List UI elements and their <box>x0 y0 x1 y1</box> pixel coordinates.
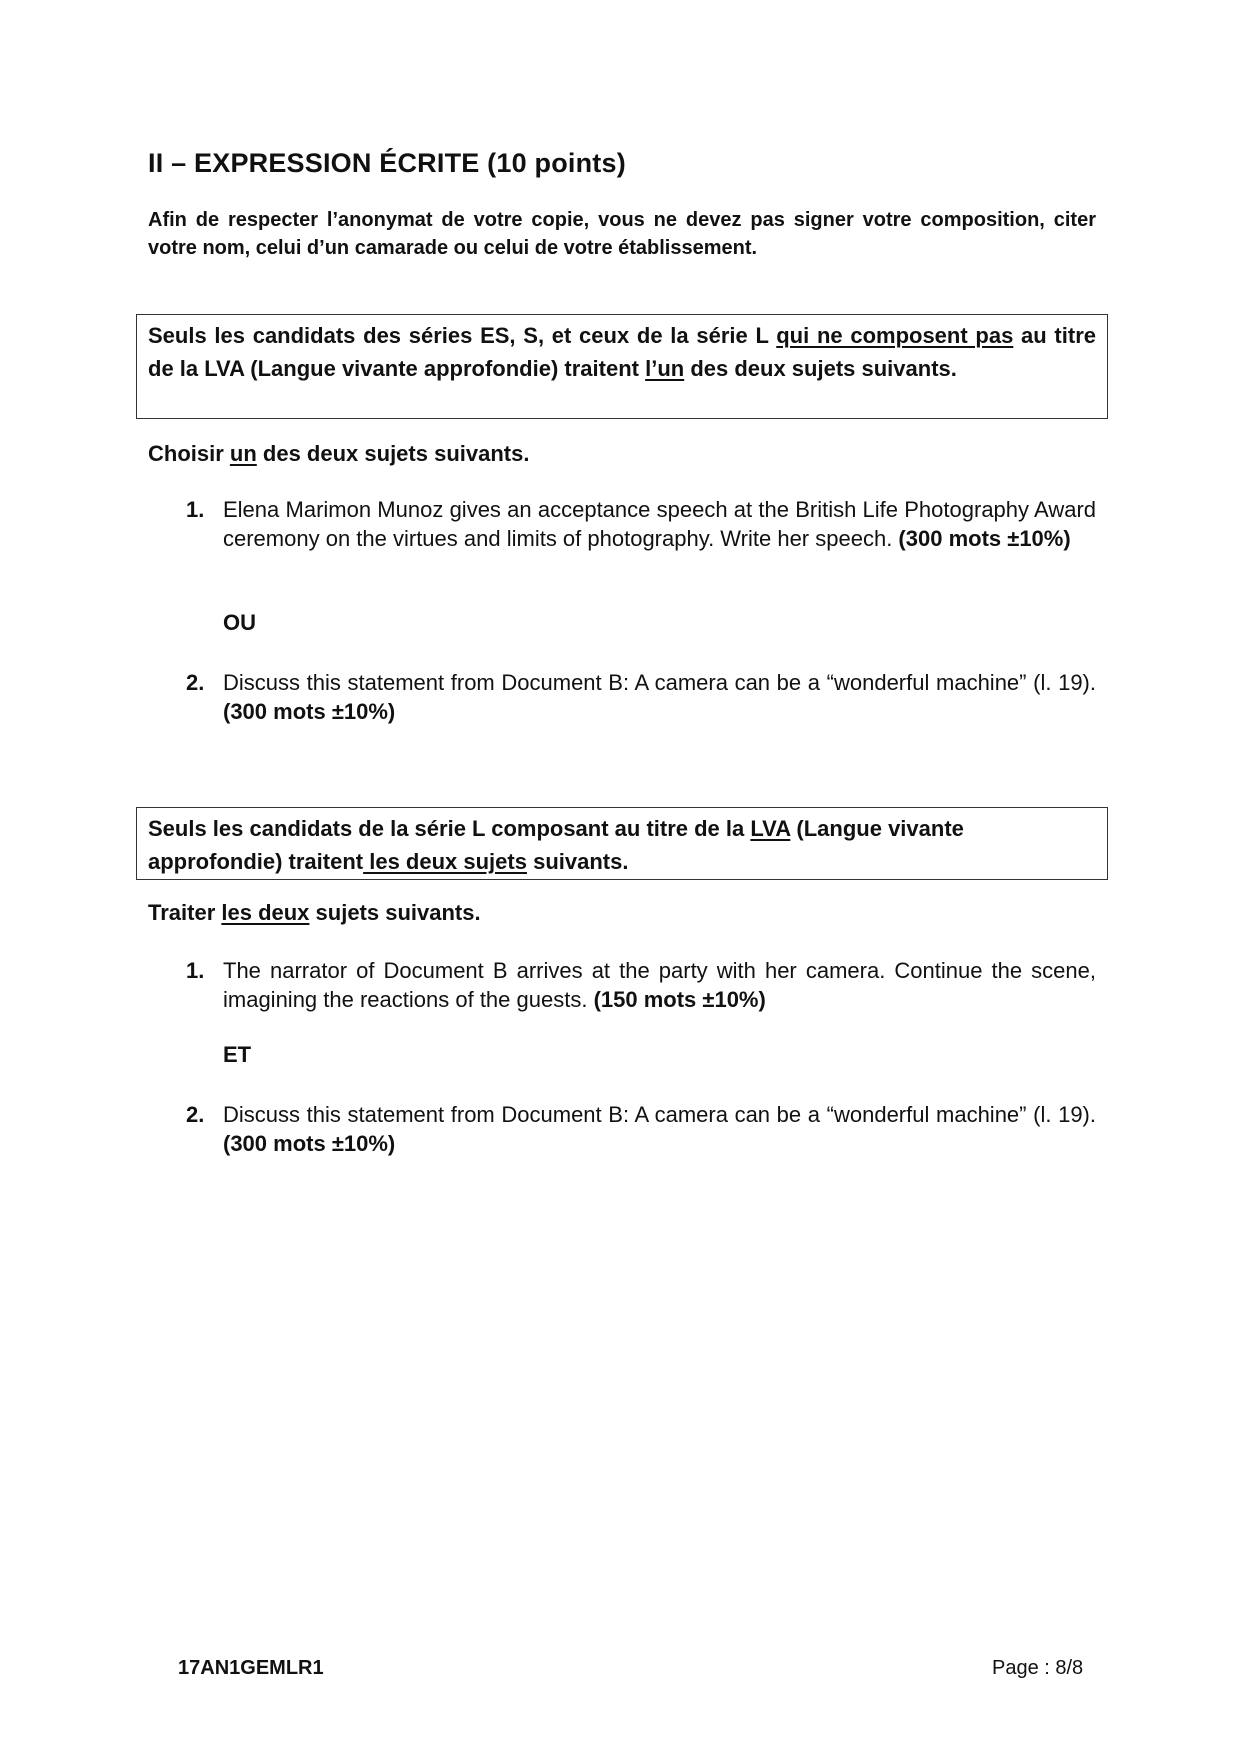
footer-page-number: Page : 8/8 <box>992 1657 1084 1679</box>
item-text-block <box>223 956 1096 1014</box>
item-number: 1. <box>186 497 205 522</box>
section2-separator: ET <box>223 1042 252 1067</box>
item-number: 1. <box>186 958 205 983</box>
section2-eligibility-box <box>136 807 1108 880</box>
item-text: Discuss this statement from Document B: A camera can be a “wonderful machine” (l. 19). <box>223 1102 1096 1127</box>
item-text: Discuss this statement from Document B: A camera can be a “wonderful machine” (l. 19). <box>223 670 1096 695</box>
section1-box-underlined-2: l’un <box>645 356 685 381</box>
item-number: 2. <box>186 670 205 695</box>
section1-lead-text: Choisir <box>148 441 230 466</box>
section2-box-text-2: (Langue vivante approfondie) traitent <box>148 816 964 874</box>
section2-box-underlined-1: LVA <box>750 816 791 841</box>
section1-lead-underlined: un <box>229 441 257 466</box>
item-word-count: (300 mots ±10%) <box>223 699 396 724</box>
item-word-count: (300 mots ±10%) <box>223 1131 396 1156</box>
section1-lead-text-2: des deux sujets suivants. <box>256 441 530 466</box>
section2-box-text: Seuls les candidats de la série L composant au titre de la <box>148 816 751 841</box>
section1-item-1 <box>186 495 1096 553</box>
item-text-block <box>223 495 1096 553</box>
section2-box-text-3: suivants. <box>526 849 629 874</box>
section2-lead <box>148 900 481 926</box>
item-word-count: (150 mots ±10%) <box>593 987 766 1012</box>
section1-box-text-3: des deux sujets suivants. <box>684 356 957 381</box>
section1-box-text: Seuls les candidats des séries ES, S, et ceux de la série L <box>148 323 777 348</box>
section1-eligibility-box <box>136 314 1108 419</box>
item-word-count: (300 mots ±10%) <box>898 526 1071 551</box>
section1-box-underlined-1: qui ne composent pas <box>776 323 1014 348</box>
section2-lead-underlined: les deux <box>221 900 310 925</box>
item-text-block <box>223 668 1096 726</box>
section1-separator: OU <box>223 610 256 635</box>
item-text-block <box>223 1100 1096 1158</box>
section2-item-2 <box>186 1100 1096 1158</box>
section-title: II – EXPRESSION ÉCRITE (10 points) <box>148 148 626 178</box>
item-text: The narrator of Document B arrives at the party with her camera. Continue the scene, imagining the reactions of the guests. <box>223 958 1096 1012</box>
item-number: 2. <box>186 1102 205 1127</box>
footer-exam-code: 17AN1GEMLR1 <box>178 1657 324 1679</box>
section2-lead-text-2: sujets suivants. <box>309 900 481 925</box>
section2-item-1 <box>186 956 1096 1014</box>
section1-item-2 <box>186 668 1096 726</box>
section2-box-underlined-2: les deux sujets <box>363 849 527 874</box>
section1-box-text-2: au titre de la LVA (Langue vivante approfondie) traitent <box>148 323 1096 381</box>
item-text: Elena Marimon Munoz gives an acceptance speech at the British Life Photography Award ceremony on the virtues and limits of photography. Write her speech. <box>223 497 1096 551</box>
section2-lead-text: Traiter <box>148 900 222 925</box>
anonymity-instructions: Afin de respecter l’anonymat de votre copie, vous ne devez pas signer votre composition, citer votre nom, celui d’un camarade ou celui de votre établissement. <box>148 209 1096 259</box>
section1-lead <box>148 441 529 467</box>
